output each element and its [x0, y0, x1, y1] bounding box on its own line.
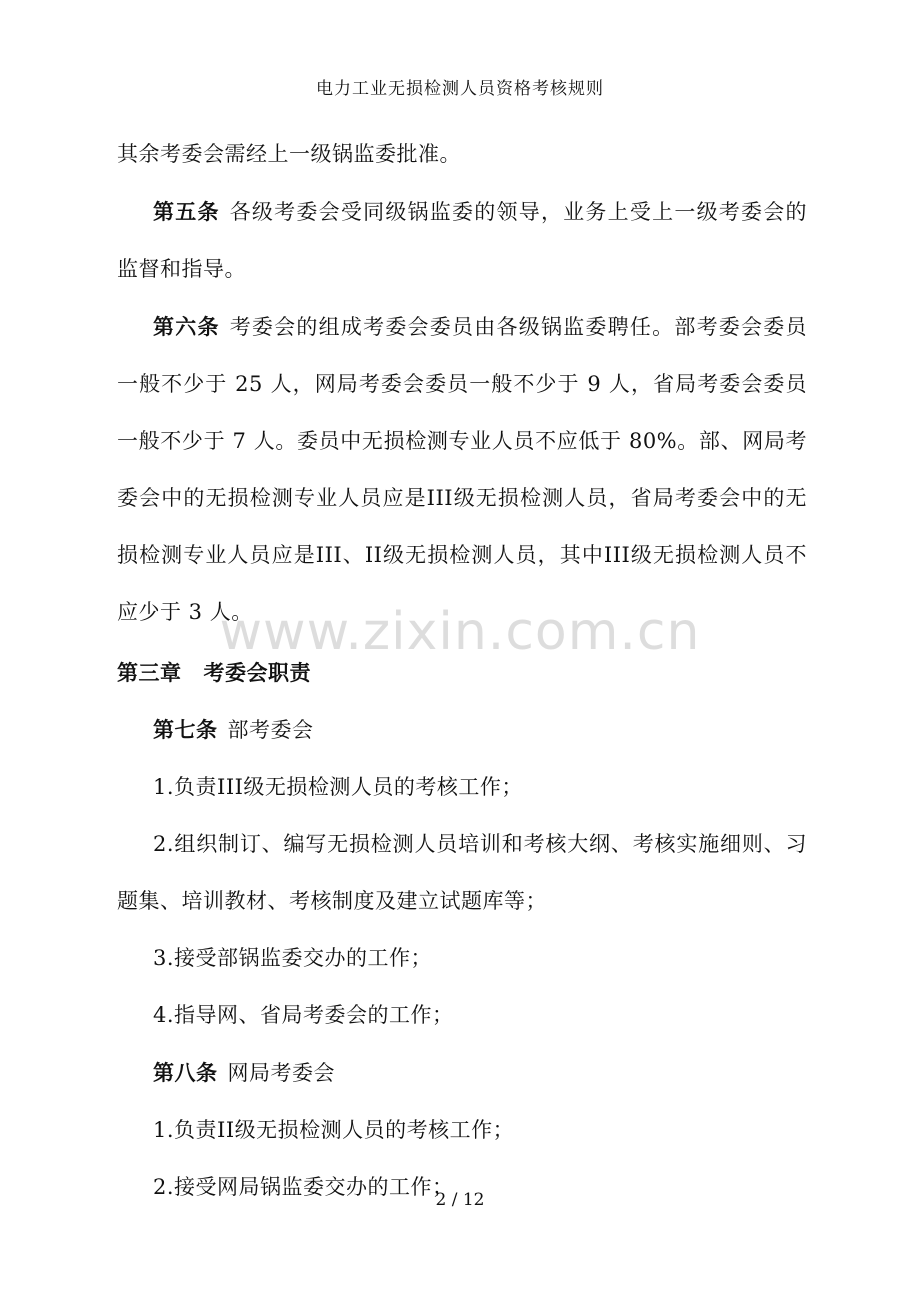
article-7-item: 4.指导网、省局考委会的工作； — [153, 1003, 454, 1027]
article-8-title: 网局考委会 — [227, 1061, 335, 1085]
article-7-item: 3.接受部锅监委交办的工作； — [153, 946, 433, 970]
article-7-item: 1.负责III级无损检测人员的考核工作； — [153, 775, 523, 799]
document-body — [117, 126, 807, 1216]
article-5-number: 第五条 — [153, 199, 220, 224]
chapter-title: 考委会职责 — [203, 660, 311, 685]
article-6-number: 第六条 — [153, 314, 220, 339]
article-5-text: 各级考委会受同级锅监委的领导，业务上受上一级考委会的监督和指导。 — [117, 200, 808, 281]
article-8-item: 2.接受网局锅监委交办的工作； — [153, 1175, 454, 1199]
article-8-number: 第八条 — [153, 1060, 218, 1085]
chapter-number: 第三章 — [117, 660, 182, 685]
article-6 — [117, 298, 807, 641]
article-7-item: 2.组织制订、编写无损检测人员培训和考核大纲、考核实施细则、习题集、培训教材、考核制度及建立试题库等； — [117, 832, 807, 913]
article-5 — [117, 183, 807, 298]
chapter-heading — [117, 644, 807, 701]
watermark: www.zixin.com.cn — [219, 602, 701, 662]
article-8-item: 1.负责II级无损检测人员的考核工作； — [153, 1118, 515, 1142]
article-7-number: 第七条 — [153, 717, 218, 742]
page-header-title: 电力工业无损检测人员资格考核规则 — [316, 79, 604, 99]
paragraph-continuation: 其余考委会需经上一级锅监委批准。 — [117, 142, 461, 166]
article-6-text: 考委会的组成考委会委员由各级锅监委聘任。部考委会委员一般不少于 25 人，网局考委会委员一般不少于 9 人，省局考委会委员一般不少于 7 人。委员中无损检测专业人员不应低于 80%。部、网局考委会中的无损检测专业人员应是III级无损检测人员，省局考委会中的无损检测专业人员应是III、II级无损检测人员，其中III级无损检测人员不应少于 3 人。 — [117, 315, 808, 624]
article-7 — [117, 701, 807, 759]
page-number: 2 / 12 — [435, 1190, 485, 1210]
article-7-title: 部考委会 — [227, 718, 314, 742]
article-8 — [117, 1044, 807, 1102]
